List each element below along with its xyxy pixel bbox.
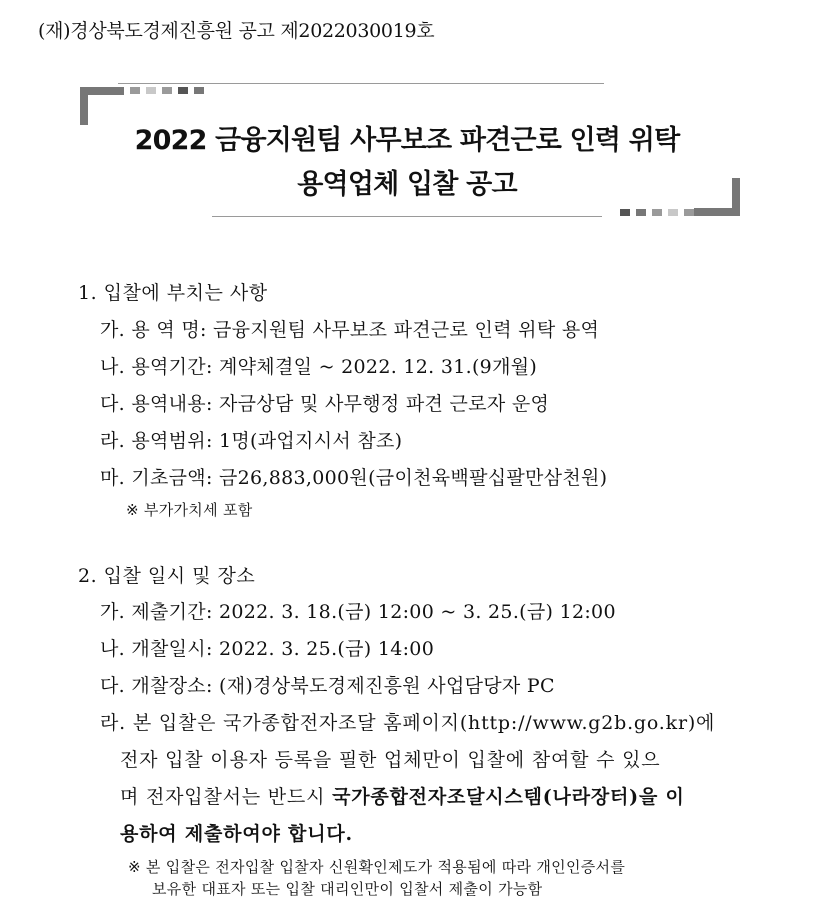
section-2-item: 가. 제출기간: 2022. 3. 18.(금) 12:00 ~ 3. 25.(금) 12:00 [100, 601, 616, 623]
frame-bottom-rule [212, 216, 602, 217]
section-1-item: 가. 용 역 명: 금융지원팀 사무보조 파견근로 인력 위탁 용역 [100, 319, 600, 341]
section-2-para-line-3 [120, 782, 685, 809]
document-title-line-1: 2022 금융지원팀 사무보조 파견근로 인력 위탁 [134, 125, 680, 156]
frame-square [620, 209, 630, 216]
section-1-item: 마. 기초금액: 금26,883,000원(금이천육백팔십팔만삼천원) [100, 467, 608, 489]
section-1-item: 나. 용역기간: 계약체결일 ~ 2022. 12. 31.(9개월) [100, 356, 538, 378]
section-1-heading: 1. 입찰에 부치는 사항 [78, 282, 268, 304]
frame-square [162, 87, 172, 94]
section-2-para-line-2: 전자 입찰 이용자 등록을 필한 업체만이 입찰에 참여할 수 있으 [120, 749, 661, 771]
section-2-note-line-2: 보유한 대표자 또는 입찰 대리인만이 입찰서 제출이 가능함 [152, 880, 543, 898]
para-line-3-text: 며 전자입찰서는 반드시 [120, 786, 333, 808]
section-2-para-line-1: 라. 본 입찰은 국가종합전자조달 홈페이지(http://www.g2b.go.kr)에 [100, 712, 716, 734]
frame-top-rule [118, 83, 604, 84]
section-2-note-line-1: ※ 본 입찰은 전자입찰 입찰자 신원확인제도가 적용됨에 따라 개인인증서를 [128, 858, 626, 876]
section-1-item: 라. 용역범위: 1명(과업지시서 참조) [100, 430, 403, 452]
section-2-item: 다. 개찰장소: (재)경상북도경제진흥원 사업담당자 PC [100, 675, 555, 697]
frame-square [652, 209, 662, 216]
frame-square [194, 87, 204, 94]
frame-square [130, 87, 140, 94]
section-1-note: ※ 부가가치세 포함 [126, 501, 253, 519]
document-title-line-2: 용역업체 입찰 공고 [297, 169, 517, 200]
section-2-para-line-4: 용하여 제출하여야 합니다. [120, 823, 353, 845]
notice-number: (재)경상북도경제진흥원 공고 제2022030019호 [38, 20, 435, 42]
frame-square [178, 87, 188, 94]
section-2-item: 나. 개찰일시: 2022. 3. 25.(금) 14:00 [100, 638, 435, 660]
para-line-3-emphasis: 국가종합전자조달시스템(나라장터)을 이 [332, 786, 685, 808]
frame-square [668, 209, 678, 216]
section-2-heading: 2. 입찰 일시 및 장소 [78, 565, 256, 587]
frame-square [146, 87, 156, 94]
frame-square [684, 209, 694, 216]
frame-square [636, 209, 646, 216]
section-1-item: 다. 용역내용: 자금상담 및 사무행정 파견 근로자 운영 [100, 393, 550, 415]
